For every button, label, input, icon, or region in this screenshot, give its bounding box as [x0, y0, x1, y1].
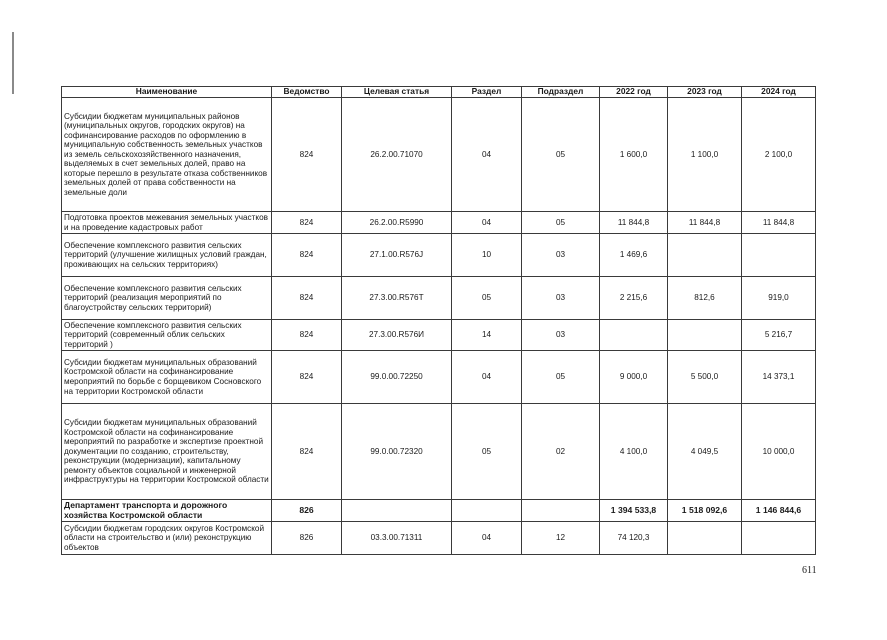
row-name: Подготовка проектов межевания земельных участков и на проведение кадастровых работ — [62, 212, 272, 234]
row-2023: 5 500,0 — [668, 351, 742, 404]
table-row — [62, 522, 816, 555]
row-vedomstvo: 824 — [272, 98, 342, 212]
row-statya: 26.2.00.71070 — [342, 98, 452, 212]
row-name: Обеспечение комплексного развития сельских территорий (реализация мероприятий по благоустройству сельских территорий) — [62, 277, 272, 320]
row-vedomstvo: 824 — [272, 351, 342, 404]
row-2023 — [668, 234, 742, 277]
budget-table — [61, 86, 816, 555]
row-2024: 2 100,0 — [742, 98, 816, 212]
row-statya: 99.0.00.72250 — [342, 351, 452, 404]
header-2022: 2022 год — [600, 87, 668, 98]
table-row-department — [62, 500, 816, 522]
row-podrazdel: 12 — [522, 522, 600, 555]
row-vedomstvo: 824 — [272, 404, 342, 500]
row-vedomstvo: 824 — [272, 234, 342, 277]
row-name: Субсидии бюджетам муниципальных образований Костромской области на софинансирование мероприятий по борьбе с борщевиком Сосновского на территории Костромской области — [62, 351, 272, 404]
row-2022: 4 100,0 — [600, 404, 668, 500]
row-2023: 1 100,0 — [668, 98, 742, 212]
row-razdel: 04 — [452, 351, 522, 404]
row-podrazdel: 03 — [522, 234, 600, 277]
row-statya: 27.1.00.R576J — [342, 234, 452, 277]
row-2024 — [742, 234, 816, 277]
row-podrazdel — [522, 500, 600, 522]
row-2023: 4 049,5 — [668, 404, 742, 500]
row-podrazdel: 03 — [522, 320, 600, 351]
row-statya: 27.3.00.R576Т — [342, 277, 452, 320]
row-2023: 11 844,8 — [668, 212, 742, 234]
row-2022: 1 469,6 — [600, 234, 668, 277]
table-row — [62, 98, 816, 212]
row-statya: 27.3.00.R576И — [342, 320, 452, 351]
row-statya: 03.3.00.71311 — [342, 522, 452, 555]
row-razdel — [452, 500, 522, 522]
header-podrazdel: Подраздел — [522, 87, 600, 98]
row-podrazdel: 03 — [522, 277, 600, 320]
row-podrazdel: 05 — [522, 212, 600, 234]
row-vedomstvo: 824 — [272, 320, 342, 351]
row-2022: 1 600,0 — [600, 98, 668, 212]
row-razdel: 04 — [452, 212, 522, 234]
table-row — [62, 404, 816, 500]
header-razdel: Раздел — [452, 87, 522, 98]
row-podrazdel: 05 — [522, 351, 600, 404]
table-row — [62, 212, 816, 234]
row-razdel: 05 — [452, 277, 522, 320]
row-2024: 11 844,8 — [742, 212, 816, 234]
table-row — [62, 277, 816, 320]
row-2023 — [668, 522, 742, 555]
row-2024: 5 216,7 — [742, 320, 816, 351]
row-name: Субсидии бюджетам городских округов Костромской области на строительство и (или) реконструкцию объектов — [62, 522, 272, 555]
row-vedomstvo: 826 — [272, 522, 342, 555]
row-razdel: 04 — [452, 98, 522, 212]
row-2023: 1 518 092,6 — [668, 500, 742, 522]
row-name: Обеспечение комплексного развития сельских территорий (современный облик сельских территорий ) — [62, 320, 272, 351]
row-2024: 14 373,1 — [742, 351, 816, 404]
header-vedomstvo: Ведомство — [272, 87, 342, 98]
page-number: 611 — [802, 565, 817, 576]
header-name: Наименование — [62, 87, 272, 98]
row-2022 — [600, 320, 668, 351]
row-statya: 26.2.00.R5990 — [342, 212, 452, 234]
row-2023: 812,6 — [668, 277, 742, 320]
table-row — [62, 320, 816, 351]
row-2022: 2 215,6 — [600, 277, 668, 320]
row-name: Субсидии бюджетам муниципальных образований Костромской области на софинансирование мероприятий по разработке и экспертизе проектной документации по созданию, строительству, реконструкции (модернизации), капитальному ремонту объектов социальной и инженерной инфраструктуры на территории Костромской области — [62, 404, 272, 500]
header-2024: 2024 год — [742, 87, 816, 98]
row-2024: 1 146 844,6 — [742, 500, 816, 522]
row-2022: 1 394 533,8 — [600, 500, 668, 522]
header-statya: Целевая статья — [342, 87, 452, 98]
row-vedomstvo: 824 — [272, 277, 342, 320]
row-vedomstvo: 824 — [272, 212, 342, 234]
row-razdel: 14 — [452, 320, 522, 351]
row-name: Департамент транспорта и дорожного хозяйства Костромской области — [62, 500, 272, 522]
row-razdel: 05 — [452, 404, 522, 500]
row-podrazdel: 02 — [522, 404, 600, 500]
table-row — [62, 351, 816, 404]
row-2022: 74 120,3 — [600, 522, 668, 555]
header-2023: 2023 год — [668, 87, 742, 98]
table-row — [62, 234, 816, 277]
row-vedomstvo: 826 — [272, 500, 342, 522]
row-2022: 11 844,8 — [600, 212, 668, 234]
row-statya — [342, 500, 452, 522]
table-header-row — [62, 87, 816, 98]
row-2022: 9 000,0 — [600, 351, 668, 404]
row-statya: 99.0.00.72320 — [342, 404, 452, 500]
row-2024: 919,0 — [742, 277, 816, 320]
row-2024: 10 000,0 — [742, 404, 816, 500]
row-name: Обеспечение комплексного развития сельских территорий (улучшение жилищных условий граждан, проживающих на сельских территориях) — [62, 234, 272, 277]
row-name: Субсидии бюджетам муниципальных районов (муниципальных округов, городских округов) на софинансирование расходов по оформлению в муниципальную собственность земельных участков из земель сельскохозяйственного назначения, выделяемых в счет земельных долей, право на которые перешло в результате отказа собственников земельных долей от права собственности на земельные доли — [62, 98, 272, 212]
row-2023 — [668, 320, 742, 351]
row-razdel: 10 — [452, 234, 522, 277]
row-2024 — [742, 522, 816, 555]
row-podrazdel: 05 — [522, 98, 600, 212]
scan-edge-mark — [12, 32, 14, 94]
row-razdel: 04 — [452, 522, 522, 555]
